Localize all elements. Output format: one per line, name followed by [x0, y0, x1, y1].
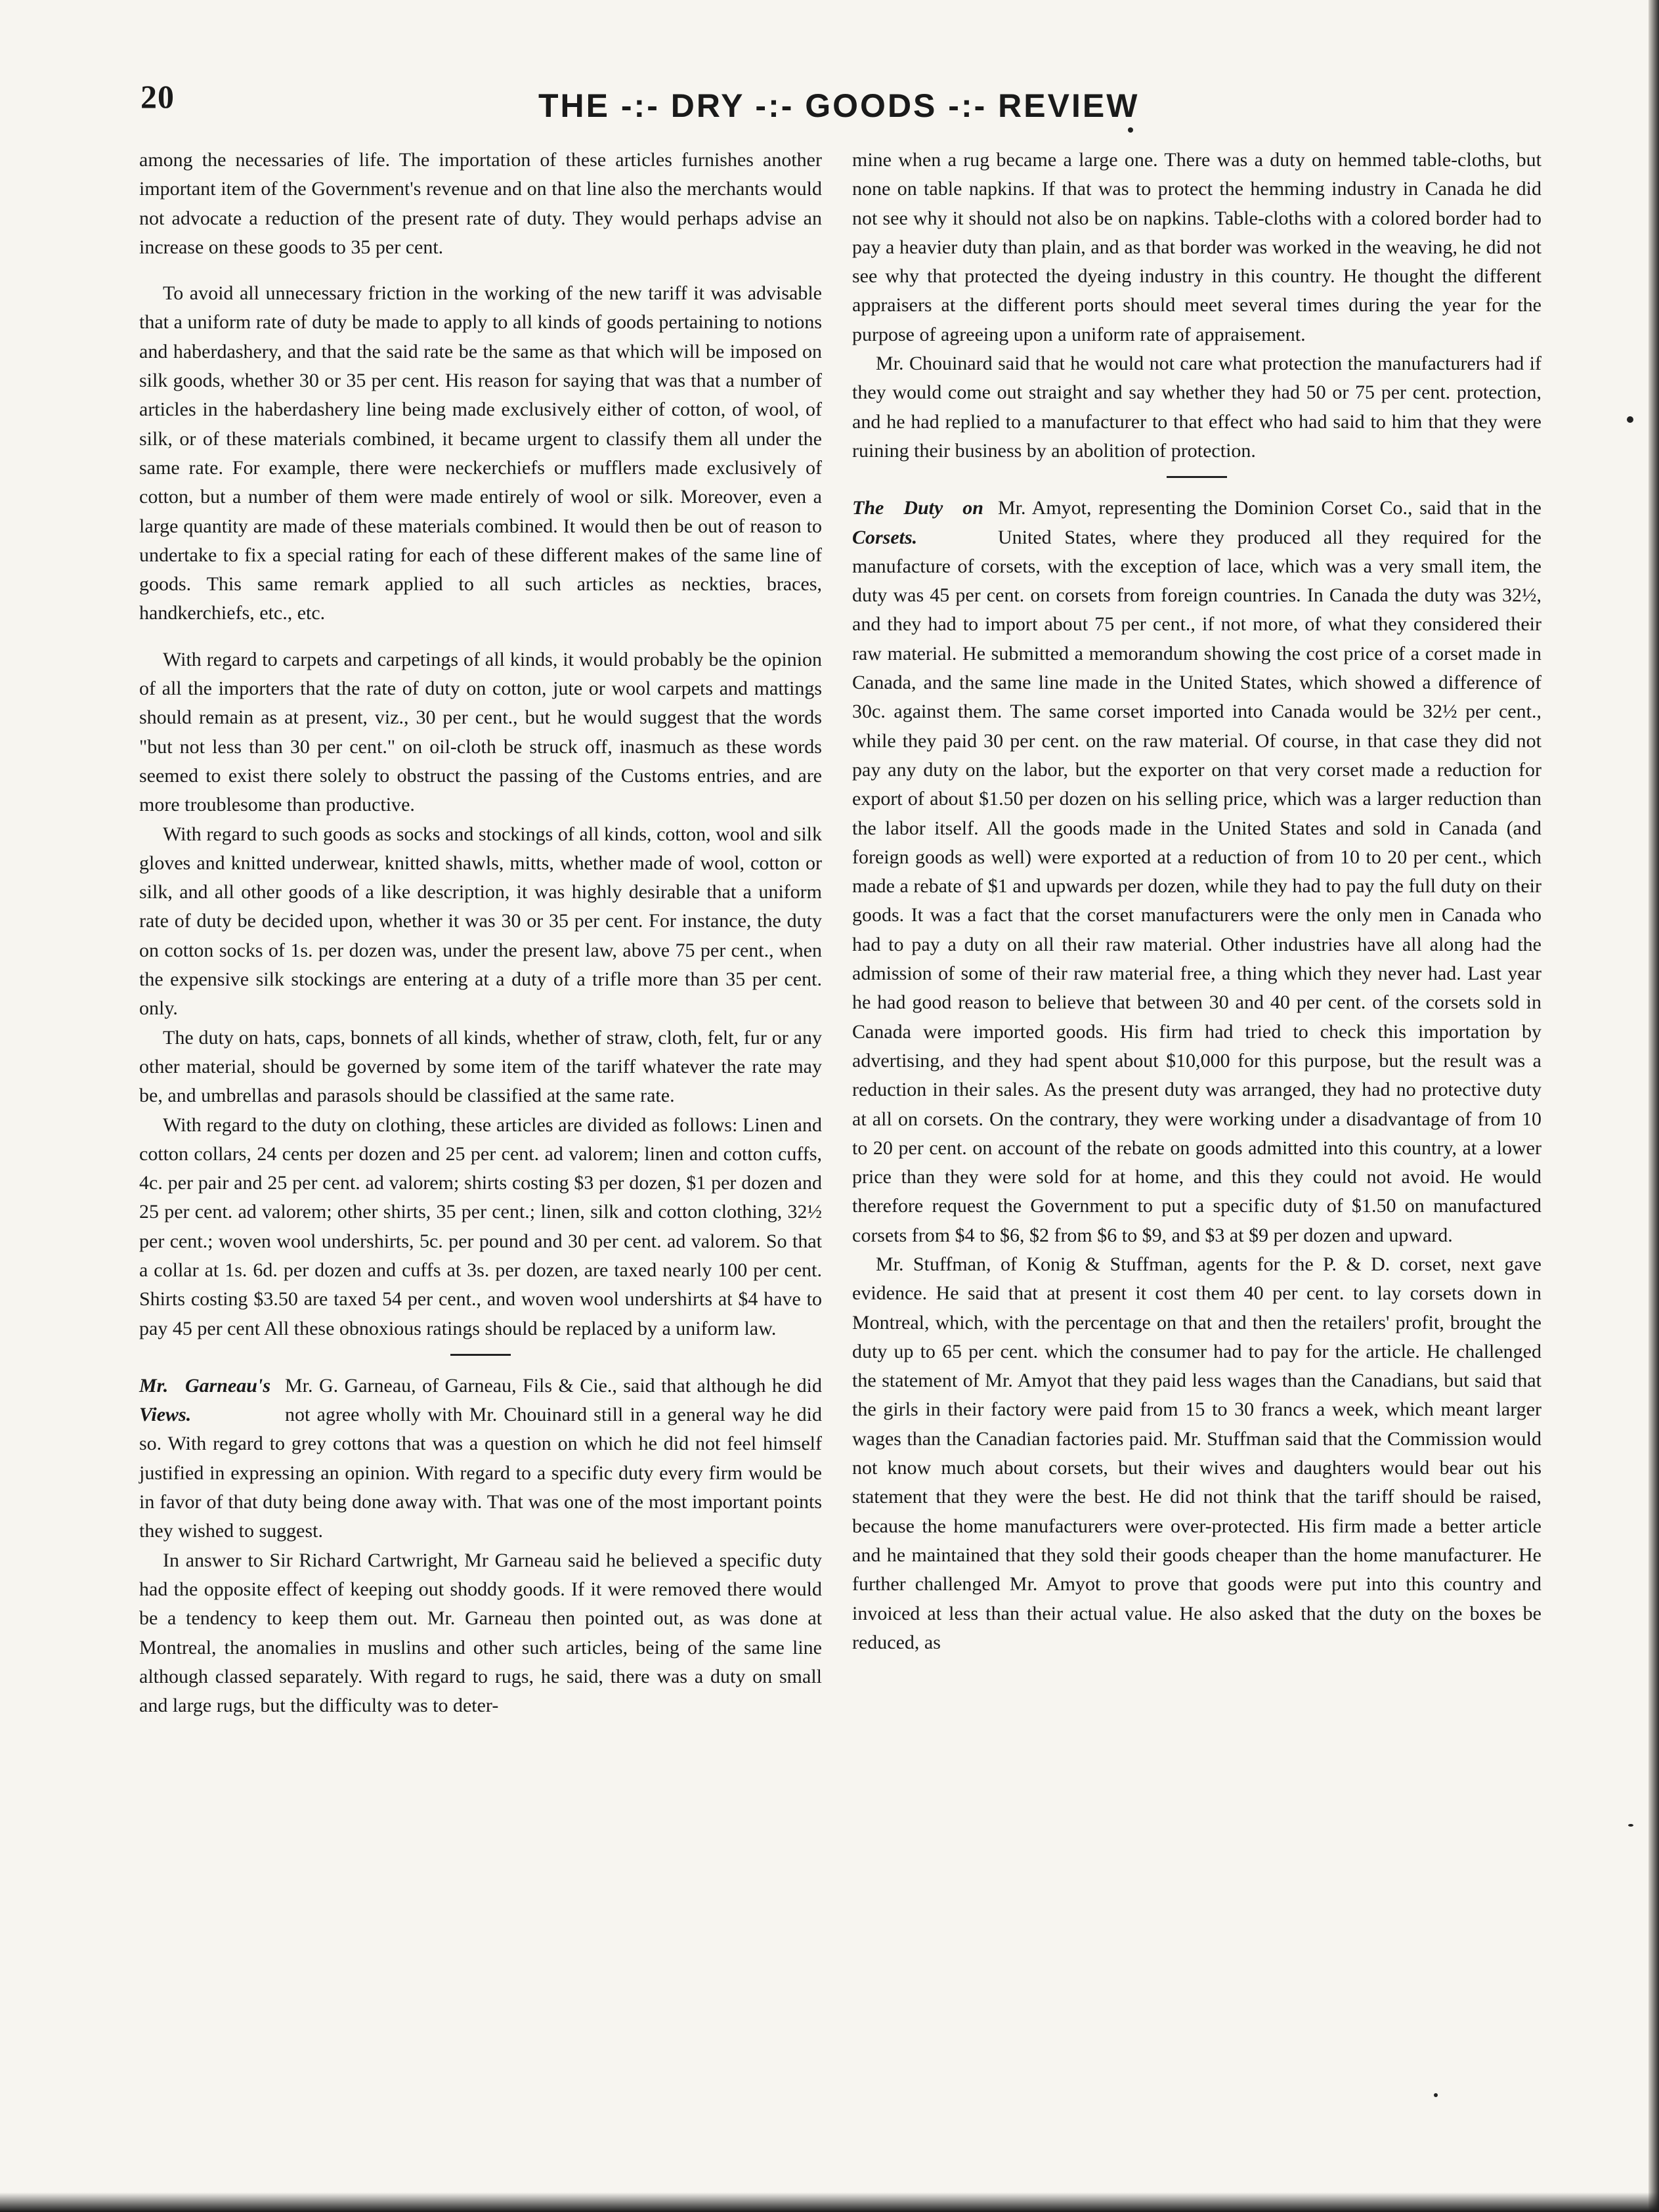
paragraph: With regard to carpets and carpetings of all kinds, it would probably be the opinion of all the importers that the rate of duty on cotton, jute or wool carpets and mattings should remain as at present, viz., 30 per cent., but he would suggest that the words "but not less than 30 per cent." on oil-cloth be struck off, inasmuch as these words seemed to exist there solely to obstruct the passing of the Customs entries, and are more troublesome than productive. — [139, 648, 822, 816]
paragraph: among the necessaries of life. The importation of these articles furnishes another important item of the Government's revenue and on that line also the merchants would not advocate a reduction of the present rate of duty. They would perhaps advise an increase on these goods to 35 per cent. — [139, 149, 822, 258]
right-column — [852, 146, 1541, 1657]
paragraph: With regard to the duty on clothing, these articles are divided as follows: Linen and cotton collars, 24 cents per dozen and 25 per cent. ad valorem; linen and cotton cuffs, 4c. per pair and 25 per cent. ad valorem; shirts costing $3 per dozen, $1 per dozen and 25 per cent. ad valorem; other shirts, 35 per cent.; linen, silk and cotton clothing, 32½ per cent.; woven wool undershirts, 5c. per pound and 30 per cent. ad valorem. So that a collar at 1s. 6d. per dozen and cuffs at 3s. per dozen, are taxed nearly 100 per cent. Shirts costing $3.50 are taxed 54 per cent., and woven wool undershirts at $4 have to pay 45 per cent All these obnoxious ratings should be replaced by a uniform law. — [139, 1114, 822, 1339]
paragraph: In answer to Sir Richard Cartwright, Mr Garneau said he believed a specific duty had the opposite effect of keeping out shoddy goods. If it were removed there would be a tendency to keep them out. Mr. Garneau then pointed out, as was done at Montreal, the anomalies in muslins and other such articles, being of the same line although classed separately. With regard to rugs, he said, there was a duty on small and large rugs, but the difficulty was to deter- — [139, 1549, 822, 1717]
print-speck — [1434, 2093, 1438, 2097]
paragraph: Mr. Stuffman, of Konig & Stuffman, agents for the P. & D. corset, next gave evidence. He said that at present it cost them 40 per cent. to lay corsets down in Montreal, which, with the percentage on that and then the retailers' profit, brought the duty up to 65 per cent. which the consumer had to pay for the article. He challenged the statement of Mr. Amyot that they paid less wages than the Canadians, but said that the girls in their factory were paid from 15 to 30 francs a week, which meant larger wages than the Canadian factories paid. Mr. Stuffman said that the Commission would not know much about corsets, but their wives and daughters would bear out his statement that they were the best. He did not think that the tariff should be raised, because the home manufacturers were over-protected. His firm made a better article and he maintained that they sold their goods cheaper than the home manufacturer. He further challenged Mr. Amyot to prove that goods were put into this country and invoiced at less than their actual value. He also asked that the duty on the boxes be reduced, as — [852, 1253, 1541, 1653]
side-heading: Mr. Garneau's Views. — [139, 1374, 270, 1426]
masthead-title: THE -:- DRY -:- GOODS -:- REVIEW — [538, 87, 1140, 124]
print-speck — [1128, 127, 1133, 133]
scan-edge-bottom — [0, 2192, 1659, 2212]
scan-edge-right — [1648, 0, 1659, 2212]
paragraph-text: Mr. G. Garneau, of Garneau, Fils & Cie., said that although he did not agree wholly with Mr. Chouinard still in a general way he did so. With regard to grey cottons that was a question on which he did not feel himself justified in expressing an opinion. With regard to a specific duty every firm would be in favor of that duty being done away with. That was one of the most important points they wished to suggest. — [139, 1374, 822, 1542]
paragraph: To avoid all unnecessary friction in the working of the new tariff it was advisable that a uniform rate of duty be made to apply to all kinds of goods pertaining to notions and haberdashery, and that the said rate be the same as that which will be imposed on silk goods, whether 30 or 35 per cent. His reason for saying that was that a number of articles in the haberdashery line being made exclusively either of cotton, of wool, of silk, or of these materials combined, it became urgent to classify them all under the same rate. For example, there were neckerchiefs or mufflers made exclusively of cotton, but a number of them were made entirely of wool or silk. Moreover, even a large quantity are made of these materials combined. It would then be out of reason to undertake to fix a special rating for each of these different makes of the same line of goods. This same remark applied to all such articles as neckties, braces, handkerchiefs, etc., etc. — [139, 282, 822, 624]
paragraph — [139, 1372, 822, 1546]
print-speck — [1627, 416, 1633, 423]
paragraph: mine when a rug became a large one. There was a duty on hemmed table-cloths, but none on table napkins. If that was to protect the hemming industry in Canada he did not see why it should not also be on napkins. Table-cloths with a colored border had to pay a heavier duty than plain, and as that border was worked in the weaving, he did not see why that protected the dyeing industry in this country. He thought the different appraisers at the different ports should meet several times during the year for the purpose of agreeing upon a uniform rate of appraisement. — [852, 149, 1541, 345]
section-divider — [450, 1354, 511, 1356]
paragraph: Mr. Chouinard said that he would not care what protection the manufacturers had if they would come out straight and say whether they had 50 or 75 per cent. protection, and he had replied to a manufacturer to that effect who had said to him that they were ruining their business by an abolition of protection. — [852, 353, 1541, 462]
paragraph — [852, 494, 1541, 1250]
paragraph-text: Mr. Amyot, representing the Dominion Corset Co., said that in the United States, where they produced all they required for the manufacture of corsets, with the exception of lace, which was a very small item, the duty was 45 per cent. on corsets from foreign countries. In Canada the duty was 32½, and they had to import about 75 per cent., if not more, of what they considered their raw material. He submitted a memorandum showing the cost price of a corset made in Canada, and the same line made in the United States, which showed a difference of 30c. against them. The same corset imported into Canada would be 32½ per cent., while they paid 30 per cent. on the raw material. Of course, in that case they did not pay any duty on the labor, but the exporter on that very corset made a reduction for export of about $1.50 per dozen on his selling price, which was a larger reduction than the labor itself. All the goods made in the United States and sold in Canada (and foreign goods as well) were exported at a reduction of from 10 to 20 per cent., which made a rebate of $1 and upwards per dozen, while they had to pay the full duty on their goods. It was a fact that the corset manufacturers were the only men in Canada who had to pay a duty on all their raw material. Other industries have all along had the admission of some of their raw material free, a thing which they never had. Last year he had good reason to believe that between 30 and 40 per cent. of the corsets sold in Canada were imported goods. His firm had tried to check this importation by advertising, and they had spent about $10,000 for this purpose, but the result was a reduction in their sales. As the present duty was arranged, they had no protective duty at all on corsets. On the contrary, they were working under a disadvantage of from 10 to 20 per cent. on account of the rebate on goods admitted into this country, at a lower price than they were sold for at home, and this they could not avoid. He would therefore request the Government to put a specific duty of $1.50 on manufactured corsets from $4 to $6, $2 from $6 to $9, and $3 at $9 per dozen and upward. — [852, 497, 1541, 1246]
section-divider — [1167, 476, 1227, 478]
left-column — [139, 146, 822, 1720]
print-speck — [1628, 1824, 1633, 1827]
paragraph: With regard to such goods as socks and stockings of all kinds, cotton, wool and silk gloves and knitted underwear, knitted shawls, mitts, whether made of wool, cotton or silk, and all other goods of a like description, it was highly desirable that a uniform rate of duty be decided upon, whether it was 30 or 35 per cent. For instance, the duty on cotton socks of 1s. per dozen was, under the present law, above 75 per cent., when the expensive silk stockings are entering at a duty of a trifle more than 35 per cent. only. — [139, 823, 822, 1020]
side-heading: The Duty on Corsets. — [852, 497, 983, 548]
page-number: 20 — [140, 78, 175, 115]
paragraph: The duty on hats, caps, bonnets of all kinds, whether of straw, cloth, felt, fur or any other material, should be governed by some item of the tariff whatever the rate may be, and umbrellas and parasols should be classified at the same rate. — [139, 1026, 822, 1107]
